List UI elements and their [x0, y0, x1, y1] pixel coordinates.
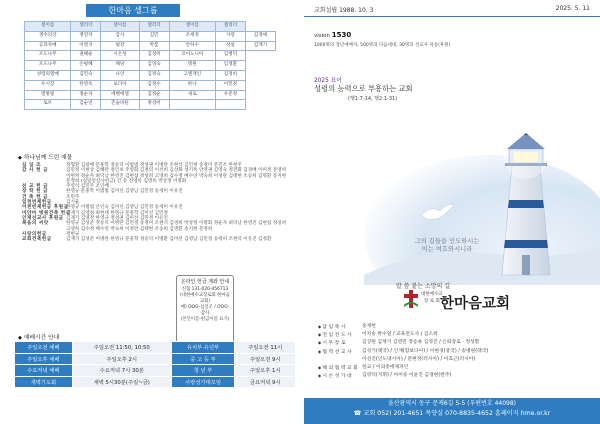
worship-row [15, 342, 296, 354]
online-offering-box [176, 275, 234, 343]
cell-value: 정연자 [71, 31, 101, 41]
worship-time: 금요저녁 9시 [235, 376, 296, 388]
cell-value: 나인 [101, 70, 139, 80]
offering-names: 김재기 김성준 이병란 한영규 문홍학 정승덕 이병환 김미선 김영남 김민정 송정미 조현석 이유진 김정환 [66, 237, 272, 243]
staff-role: ◆ 전 임 전 도 사 [318, 331, 362, 339]
offering-names: 한영규 김상준 정승덕 이병란 김민정 송정미 조현석 김영희 박상정 이명화 정순자 최덕남 한영진 김현섭 정성희 고영희 김수정 배수연 박숙희 이정란 김태현 조승희 김명환 송지현 문정희 [66, 221, 287, 232]
online-note-1: 예) OOO-십일조 / OOO-감사 [180, 305, 230, 316]
cell-row [25, 22, 276, 32]
cell-value: 이민정 [215, 80, 245, 90]
cell-row [25, 31, 276, 41]
offering-heading: ◆ 하나님께 드린 예물 [18, 152, 72, 161]
cell-value: 이영지 [71, 41, 101, 51]
cell-value: 손평혜 [71, 61, 101, 71]
worship-row [15, 376, 296, 388]
staff-row [318, 339, 598, 347]
year-motto-label: 2025 표어 [314, 78, 342, 84]
worship-heading: ◆ 예배시간 안내 [18, 332, 59, 341]
cell-value: 생수의강 [25, 31, 71, 41]
cell-value: 셀리더 [71, 22, 101, 32]
offering-row [22, 237, 292, 242]
right-panel [304, 0, 600, 424]
worship-time: 주일오후 1시 [235, 365, 296, 377]
worship-time: 주일오전 9시 [235, 353, 296, 365]
staff-names: 송재헌 [362, 324, 376, 329]
cell-value: 박봄 [139, 41, 169, 51]
staff-row [318, 331, 598, 339]
cell-value: 조세정 [169, 31, 215, 41]
cell-value: 명원 [169, 61, 215, 71]
account-holder: (대한예수교장로회 한마음교회) [180, 293, 230, 304]
cell-row [25, 51, 276, 61]
cell-value: 김민 [139, 31, 169, 41]
cell-row [25, 100, 276, 110]
staff-role: ◆ 담 임 목 사 [318, 323, 362, 331]
offering-label: 일천번제헌금 [22, 200, 52, 206]
cell-value: 김정수 [139, 80, 169, 90]
offering-names: 주영석 김민주 조인배 [66, 184, 109, 190]
worship-row [15, 365, 296, 377]
offering-row [22, 168, 292, 184]
cell-row [25, 41, 276, 51]
cell-value: 김정숙 [139, 70, 169, 80]
cell-value: 시온성 [101, 51, 139, 61]
cell-row [25, 80, 276, 90]
worship-row [15, 353, 296, 365]
bank-account: 신협 131-020-456713 [181, 287, 229, 292]
cell-value: 김순연 [71, 100, 101, 110]
cell-row [25, 90, 276, 100]
staff-row [318, 323, 598, 331]
cell-value: 김병덕 [215, 51, 245, 61]
staff-row [318, 356, 598, 364]
cell-value: 셀리더 [215, 22, 245, 32]
vision-label [314, 31, 351, 39]
cell-value: 안하수 [169, 41, 215, 51]
staff-row [318, 348, 598, 356]
motto-reference: (행1:7-14, 행2:1-31) [348, 96, 398, 102]
offering-names: 한영규 문홍학 이범범 김미선 김영남 김민정 송정미 이유진 [66, 189, 183, 195]
cell-group-title: 한마음 셀그룹 [86, 4, 180, 17]
cell-value: 김민숙 [71, 70, 101, 80]
cell-value [215, 100, 245, 110]
cross-logo-icon [404, 290, 418, 308]
cell-value: 우문정 [215, 90, 245, 100]
cell-value: 포도나무 [25, 61, 71, 71]
cell-value: 코이노니아 [169, 51, 215, 61]
worship-name: 주일오후 예배 [15, 353, 73, 365]
cell-value: 사랑 [215, 31, 245, 41]
cell-value: 셀이름 [169, 22, 215, 32]
offering-list [22, 163, 292, 242]
vision-text: 1000명의 장년예배자, 500명의 다음세대, 30명의 선교사 파송(후원) [314, 43, 451, 48]
vision-word: vision [314, 33, 331, 39]
cell-value: 포도나무 [25, 51, 71, 61]
slogan-line-2: 이는 여호와시니라 [421, 246, 473, 253]
offering-names: 김재기 김영정 최현대 한영규 문홍학 김미선 김민정 [66, 210, 168, 216]
cell-value: 토브 [25, 100, 71, 110]
offering-names: 김민정 이현상 김혜란 정인보 주영화 김정의 이선희 김상화 성기옥 안영권 김영숙 정전화 김경배 이미정 문영희 이현희 정순자 최덕남 한영진 김현섭 정성희 고영희 김수정 배수연 박숙희 이정란 김태현 조승희 김명환 송지현 문정희 (십일일감사헌금) 긴 송 전영록 김영희 박상정 이명화 [66, 168, 287, 184]
footer [304, 398, 600, 424]
cell-value: 셀이름 [101, 22, 139, 32]
cell-value: 성령의열매 [25, 70, 71, 80]
year-motto: 성령의 능력으로 부흥하는 교회 [314, 84, 413, 93]
offering-label: 건 축 헌 금 [22, 194, 49, 200]
offering-names: 정현규 [66, 231, 80, 237]
offering-label: 이천번제헌금 후원금 [22, 205, 69, 211]
lighthouse-illustration [304, 105, 600, 285]
worship-time: 주일오전 11:50, 10:50 [72, 342, 171, 354]
offering-label: 선 교 헌 금 [22, 184, 49, 190]
offering-row [22, 221, 292, 232]
cell-value: 셀리더 [139, 22, 169, 32]
offering-names: 김재기 김영정 한영규 정성권 김미선 김민정 이유진 [66, 215, 168, 221]
worship-time: 주일오전 11시 [235, 342, 296, 354]
cell-value: 김경희 [215, 70, 245, 80]
offering-label: 장 학 헌 금 [22, 189, 49, 195]
cell-value: 권혜순 [71, 51, 101, 61]
staff-role: ◆ 시 무 장 로 [318, 339, 362, 347]
offering-label: 목음의 씨앗 [22, 221, 49, 227]
denomination-line-2: 장 로 회 [423, 298, 440, 304]
cell-value: 해당 [101, 61, 139, 71]
cell-value: 한나 [169, 80, 215, 90]
staff-names: 김영덕(지휘) / 아이송 이윤진 김경현(반주) [362, 373, 452, 379]
church-name: 한마음교회 [440, 296, 511, 312]
cell-value: 한영옥 [71, 80, 101, 90]
staff-role: ◆ 시 온 성 가 대 [318, 372, 362, 380]
cell-value: 임정환 [215, 61, 245, 71]
cell-value: 김재기 [245, 41, 275, 51]
cell-row [25, 61, 276, 71]
cell-value: 우시장 [25, 80, 71, 90]
worship-time: 수요저녁 7시 30분 [72, 365, 171, 377]
cell-value: 평강 [101, 41, 139, 51]
worship-name: 유치부·유년부 [171, 342, 235, 354]
staff-names: 이치송 박수열 / 교육전도사 / 김소희 [362, 332, 438, 338]
staff-role: ◆ 협 력 선 교 사 [318, 348, 362, 356]
slogan-line-1: 그의 길들을 인도하시는 [414, 238, 480, 245]
worship-time: 주일오후 2시 [72, 353, 171, 365]
worship-name: 새벽기도회 [15, 376, 73, 388]
staff-row [318, 372, 598, 380]
cell-group-table [24, 21, 276, 110]
offering-label: 사랑의헌금 [22, 231, 47, 237]
worship-name: 주일오전 예배 [15, 342, 73, 354]
offering-label: 감 사 헌 금 [22, 168, 49, 174]
cell-value: 에벤에셀 [101, 90, 139, 100]
cell-value: 존슬바틴 [101, 100, 139, 110]
offering-names: 정형환 김광배 문홍학 정승덕 이범범 정성권 이병란 조현석 김민정 송정미 문진조 한현주 [66, 163, 242, 168]
staff-names: 김성기(태국) / 인재(캄보디아) / 이현경(중국) / 송병원(태국) [362, 348, 489, 354]
worship-name: 청 년 부 [171, 365, 235, 377]
bulletin-date: 2025. 5. 11 [555, 5, 590, 12]
staff-role: ◆ 해 외 협 력 교 회 [318, 364, 362, 372]
cell-value: 열방빌 [25, 90, 71, 100]
cell-value: 로디아 [101, 80, 139, 90]
cell-value: 정순자 [71, 90, 101, 100]
offering-names: 김시율 [66, 200, 80, 206]
cell-value: 새로 [169, 90, 215, 100]
cell-value: 김정순 [139, 90, 169, 100]
church-contact: ☎ 교회 052) 201-4651 목양실 070-8835-4652 홈페이지 hme.or.kr [353, 410, 551, 417]
slogan [402, 238, 492, 254]
cell-value: 공과자매 [25, 41, 71, 51]
founding-date: 교회설립 1988. 10. 3 [314, 7, 374, 14]
online-title: 온라인 헌금 계좌 안내 [180, 279, 230, 285]
worship-table [14, 341, 296, 388]
offering-label: 인재선교사 후원금 [22, 215, 64, 221]
church-address: 울산광역시 동구 문제6길 5-5 (우편번호 44098) [387, 400, 517, 407]
staff-row [318, 364, 598, 372]
offering-label: 미얀마 병원건축 헌금 [22, 210, 71, 216]
staff-names: 이선진(인도네시아) / 문현정(러시아) / 이효근(러시아) [362, 356, 476, 362]
cell-value [169, 100, 215, 110]
worship-name: 수요저녁 예배 [15, 365, 73, 377]
staff-names: 한교 / 이의흥에제파인 [362, 365, 409, 371]
offering-label: 교회건축헌금 [22, 237, 52, 243]
offering-label: 십 일 조 [22, 163, 42, 168]
cell-value: 김영숙 [139, 61, 169, 71]
cell-value: 김성미 [139, 51, 169, 61]
offering-names: 한영규 이범범 안인숙 김미선 김영남 김민정 송정미 이유진 [66, 205, 183, 211]
cell-value: 김경애 [245, 31, 275, 41]
staff-names: 김상원 김재기 김영민 정승옥 김영진 / 은퇴장로 · 정성환 [362, 340, 480, 346]
denomination-line-1: 대한예수교 [421, 292, 443, 297]
cell-value: 셀이름 [25, 22, 71, 32]
offering-names: 조민주 [66, 194, 80, 200]
cell-value: 정상이 [139, 100, 169, 110]
vision-number: 1530 [331, 31, 352, 39]
church-subtitle: 말 씀 붙는 소망의 길 [396, 283, 450, 290]
worship-name: 사랑성가대모임 [171, 376, 235, 388]
cell-value: 고엘재인 [169, 70, 215, 80]
cell-row [25, 70, 276, 80]
worship-time: 새벽 5시30분(주일~금) [72, 376, 171, 388]
staff-list [318, 323, 598, 380]
cell-value: 성실 [215, 41, 245, 51]
worship-name: 중 고 등 부 [171, 353, 235, 365]
cell-value: 감사 [101, 31, 139, 41]
online-note-2: (본인이름-헌금이름 표기) [180, 317, 230, 322]
